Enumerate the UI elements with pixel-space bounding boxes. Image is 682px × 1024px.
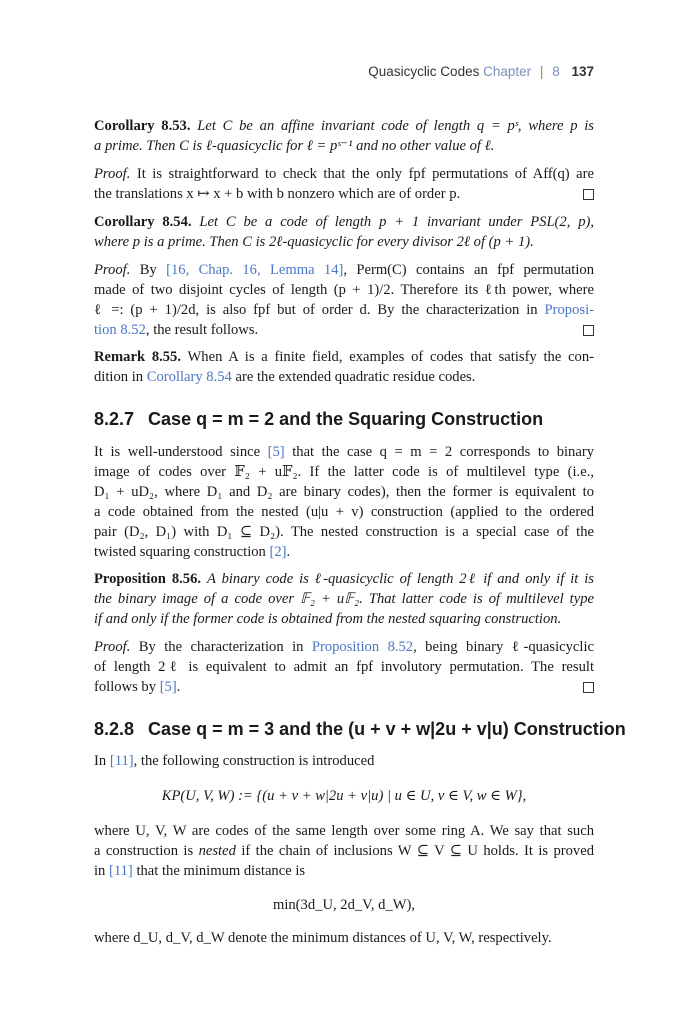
corollary-8-53 (94, 116, 594, 156)
corollary-link[interactable]: Corollary 8.54 (146, 369, 232, 385)
proposition-link[interactable]: Proposition 8.52 (311, 639, 414, 655)
running-header (368, 64, 594, 79)
proof-8-53 (94, 164, 594, 204)
proof-label: Proof. (94, 639, 131, 655)
header-separator: | (539, 64, 544, 79)
qed-box (583, 325, 594, 336)
section-8-2-7-paragraph: It is well-understood since [5] that the case q = m = 2 corresponds to binary image of codes over 𝔽₂ + u𝔽₂. If the latter code is of multilevel type (i.e., D₁ + uD₂, where D₁ and D₂ are binary codes), then the former is equivalent to a code obtained from the nested (u|u + v) construction (applied to the ordered pair (D₂, D₁) with D₁ ⊆ D₂). The nested construction is a special case of the twisted squaring construction [2]. (94, 444, 594, 560)
citation-link[interactable]: [11] (109, 863, 133, 879)
citation-link[interactable]: [16, Chap. 16, Lemma 14] (166, 262, 344, 278)
page-number: 137 (571, 64, 594, 79)
citation-link[interactable]: [2] (269, 544, 287, 560)
emphasis-nested: nested (198, 843, 236, 859)
remark-8-55: Remark 8.55. When A is a finite field, examples of codes that satisfy the con- dition in Corollary 8.54 are the extended quadratic residue codes. (94, 349, 594, 385)
corollary-text: where p is a prime. Then C is 2ℓ-quasicyclic for every divisor 2ℓ of (p + 1). (94, 234, 534, 250)
corollary-text: Let C be a code of length p + 1 invariant under PSL(2, p), (199, 214, 594, 230)
proposition-label: Proposition 8.56. (94, 571, 202, 587)
proposition-8-56: Proposition 8.56. A binary code is ℓ-quasicyclic of length 2ℓ if and only if it is the binary image of a code over 𝔽₂ + u𝔽₂. That latter code is of multilevel type if and only if the former code is obtained from the nested squaring construction. (94, 571, 594, 627)
corollary-label: Corollary 8.53. (94, 118, 191, 134)
proof-label: Proof. (94, 166, 131, 182)
proof-8-54: Proof. By [16, Chap. 16, Lemma 14], Perm(C) contains an fpf permutation made of two disjoint cycles of length (p + 1)/2. Therefore its ℓth power, where ℓ =: (p + 1)/2d, is also fpf but of order d. By the characterization in Proposi- tion 8.52, the result follows. (94, 262, 594, 338)
proof-text: the translations x ↦ x + b with b nonzero which are of order p. (94, 186, 461, 202)
corollary-text: a prime. Then C is ℓ-quasicyclic for ℓ = pˢ⁻¹ and no other value of ℓ. (94, 138, 495, 154)
corollary-8-54 (94, 212, 594, 252)
section-8-2-8-intro: In [11], the following construction is introduced (94, 753, 375, 769)
proof-8-56: Proof. By the characterization in Proposition 8.52, being binary ℓ-quasicyclic of length 2ℓ is equivalent to admit an fpf involutory permutation. The result follows by [5]. (94, 639, 594, 695)
section-8-2-8-closing: where d_U, d_V, d_W denote the minimum distances of U, V, W, respectively. (94, 930, 552, 946)
section-8-2-8-paragraph: where U, V, W are codes of the same length over some ring A. We say that such a construction is nested if the chain of inclusions W ⊆ V ⊆ U holds. It is proved in [11] that the minimum distance is (94, 823, 595, 879)
section-heading-8-2-7: 8.2.7 Case q = m = 2 and the Squaring Construction (94, 409, 544, 429)
proposition-link[interactable]: tion 8.52 (94, 322, 146, 338)
corollary-label: Corollary 8.54. (94, 214, 192, 230)
header-chapter-number: 8 (552, 64, 560, 79)
citation-link[interactable]: [5] (159, 679, 177, 695)
remark-label: Remark 8.55. (94, 349, 182, 365)
display-formula-kp: KP(U, V, W) := {(u + v + w|2u + v|u) | u ∈ U, v ∈ V, w ∈ W}, (161, 788, 527, 804)
corollary-text: Let C be an affine invariant code of length q = pˢ, where p is (197, 118, 594, 134)
proof-label: Proof. (94, 262, 131, 278)
display-formula-min-distance: min(3d_U, 2d_V, d_W), (272, 897, 415, 913)
qed-box (583, 682, 594, 693)
proposition-link[interactable]: Proposi- (544, 302, 594, 318)
header-title: Quasicyclic Codes (368, 64, 480, 79)
citation-link[interactable]: [11] (109, 753, 134, 769)
section-heading-8-2-8: 8.2.8 Case q = m = 3 and the (u + v + w|2u + v|u) Construction (94, 719, 626, 739)
proof-text: It is straightforward to check that the only fpf permutations of Aff(q) are (136, 166, 594, 182)
qed-box (583, 189, 594, 200)
citation-link[interactable]: [5] (267, 444, 285, 460)
header-chapter-word: Chapter (483, 64, 532, 79)
